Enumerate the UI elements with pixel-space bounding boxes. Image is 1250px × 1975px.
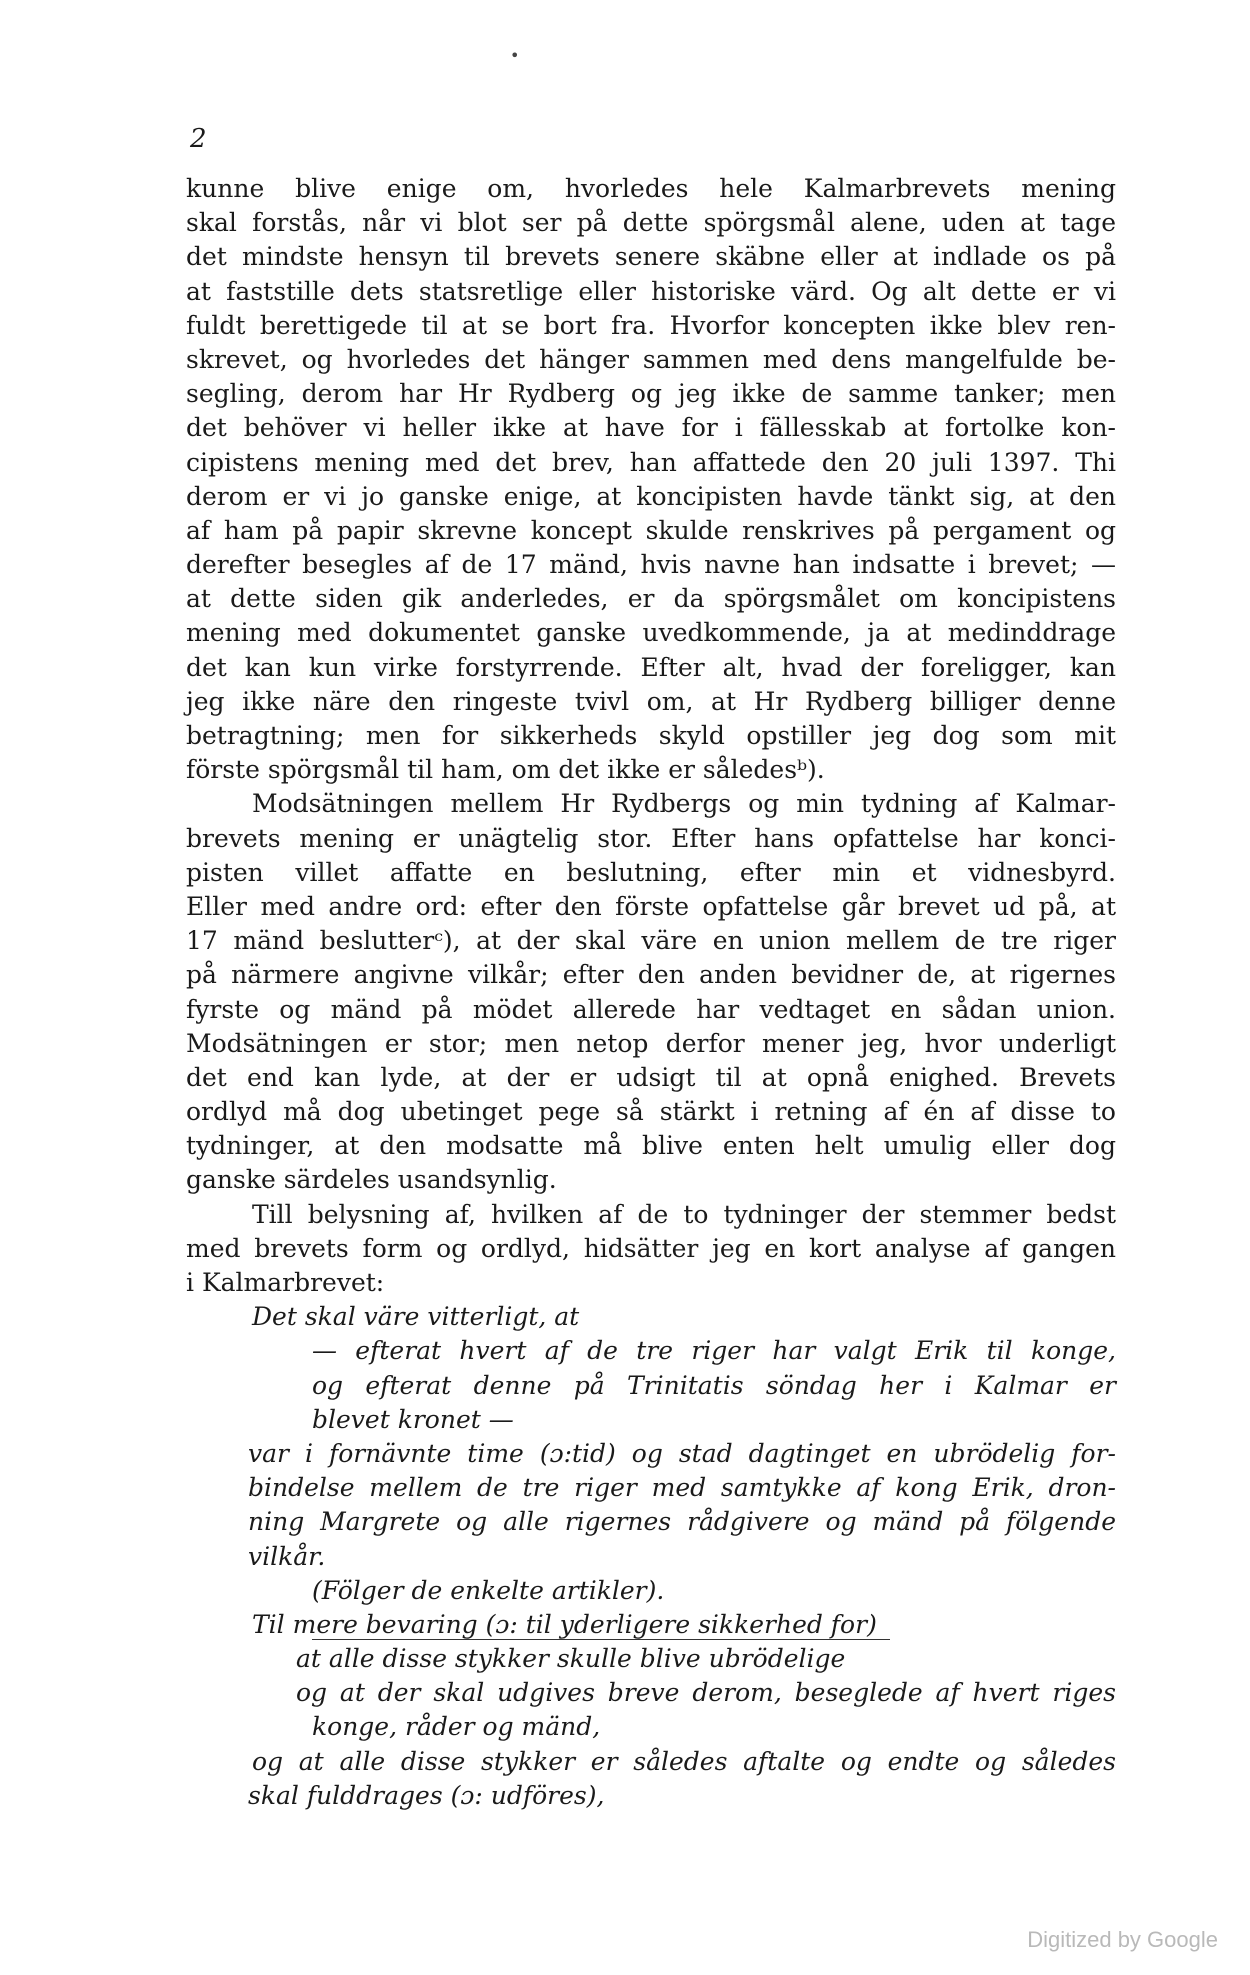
text-line: brevets mening er unägtelig stor. Efter hans opfattelse har konci- bbox=[186, 823, 1116, 853]
text-line: det mindste hensyn til brevets senere skäbne eller at indlade os på bbox=[186, 242, 1116, 272]
text-line: segling, derom har Hr Rydberg og jeg ikke de samme tanker; men bbox=[186, 379, 1116, 409]
text-line: det kan kun virke forstyrrende. Efter alt, hvad der foreligger, kan bbox=[186, 652, 1116, 682]
underline-rule bbox=[312, 1639, 890, 1640]
text-line: jeg ikke näre den ringeste tvivl om, at Hr Rydberg billiger denne bbox=[186, 686, 1116, 716]
text-line: og at der skal udgives breve derom, beseglede af hvert riges bbox=[296, 1678, 1116, 1708]
text-line: 17 mänd beslutterᶜ), at der skal väre en union mellem de tre riger bbox=[186, 926, 1116, 956]
text-line: Till belysning af, hvilken af de to tydninger der stemmer bedst bbox=[252, 1199, 1116, 1229]
text-line: tydninger, at den modsatte må blive enten helt umulig eller dog bbox=[186, 1131, 1116, 1161]
text-line: vilkår. bbox=[248, 1541, 326, 1571]
text-line: i Kalmarbrevet: bbox=[186, 1268, 385, 1297]
text-line: ning Margrete og alle rigernes rådgivere og mänd på fölgende bbox=[248, 1507, 1116, 1537]
digitization-watermark: Digitized by Google bbox=[1027, 1927, 1218, 1952]
text-line: at dette siden gik anderledes, er da spörgsmålet om koncipistens bbox=[186, 584, 1116, 614]
text-line: på närmere angivne vilkår; efter den anden bevidner de, at rigernes bbox=[186, 960, 1116, 990]
text-line: af ham på papir skrevne koncept skulde renskrives på pergament og bbox=[186, 515, 1116, 545]
text-line: kunne blive enige om, hvorledes hele Kalmarbrevets mening bbox=[186, 174, 1116, 203]
text-line: förste spörgsmål til ham, om det ikke er såledesᵇ). bbox=[186, 755, 825, 785]
text-line: at faststille dets statsretlige eller historiske värd. Og alt dette er vi bbox=[186, 276, 1116, 306]
text-line: skal fulddrages (ɔ: udföres), bbox=[248, 1780, 605, 1810]
text-line: ordlyd må dog ubetinget pege så stärkt i retning af én af disse to bbox=[186, 1097, 1116, 1127]
text-line: derefter besegles af de 17 mänd, hvis navne han indsatte i brevet; — bbox=[186, 550, 1116, 580]
body-text bbox=[186, 172, 1116, 1813]
text-line: fyrste og mänd på mödet allerede har vedtaget en sådan union. bbox=[186, 994, 1116, 1024]
text-line: blevet kronet — bbox=[312, 1404, 514, 1434]
text-line: det behöver vi heller ikke at have for i fällesskab at fortolke kon- bbox=[186, 413, 1116, 443]
text-line: pisten villet affatte en beslutning, efter min et vidnesbyrd. bbox=[186, 857, 1116, 887]
text-line: var i fornävnte time (ɔ:tid) og stad dagtinget en ubrödelig for- bbox=[248, 1438, 1116, 1468]
ink-speck: • bbox=[510, 46, 520, 65]
text-line: Modsätningen er stor; men netop derfor mener jeg, hvor underligt bbox=[186, 1028, 1116, 1058]
text-line: mening med dokumentet ganske uvedkommende, ja at medinddrage bbox=[186, 618, 1116, 648]
page-number: 2 bbox=[190, 124, 207, 154]
text-line: cipistens mening med det brev, han affattede den 20 juli 1397. Thi bbox=[186, 447, 1116, 477]
text-line: med brevets form og ordlyd, hidsätter jeg en kort analyse af gangen bbox=[186, 1233, 1116, 1263]
text-line: skal forstås, når vi blot ser på dette spörgsmål alene, uden at tage bbox=[186, 208, 1116, 238]
text-line: — efterat hvert af de tre riger har valgt Erik til konge, bbox=[312, 1336, 1116, 1366]
text-line: at alle disse stykker skulle blive ubrödelige bbox=[296, 1644, 846, 1674]
text-line: derom er vi jo ganske enige, at koncipisten havde tänkt sig, at den bbox=[186, 481, 1116, 511]
text-line: Til mere bevaring (ɔ: til yderligere sikkerhed for) bbox=[252, 1609, 877, 1639]
text-line: Modsätningen mellem Hr Rydbergs og min tydning af Kalmar- bbox=[252, 789, 1116, 819]
text-line: ganske särdeles usandsynlig. bbox=[186, 1165, 557, 1195]
text-line: konge, råder og mänd, bbox=[312, 1712, 601, 1742]
text-line: betragtning; men for sikkerheds skyld opstiller jeg dog som mit bbox=[186, 721, 1116, 750]
text-line: det end kan lyde, at der er udsigt til at opnå enighed. Brevets bbox=[186, 1062, 1116, 1092]
text-line: bindelse mellem de tre riger med samtykke af kong Erik, dron- bbox=[248, 1473, 1116, 1503]
text-line: Det skal väre vitterligt, at bbox=[252, 1302, 580, 1332]
text-line: og at alle disse stykker er således aftalte og endte og således bbox=[252, 1746, 1116, 1776]
text-line: (Fölger de enkelte artikler). bbox=[312, 1575, 665, 1605]
text-line: Eller med andre ord: efter den förste opfattelse går brevet ud på, at bbox=[186, 891, 1116, 921]
text-line: fuldt berettigede til at se bort fra. Hvorfor koncepten ikke blev ren- bbox=[186, 310, 1116, 340]
text-line: og efterat denne på Trinitatis söndag her i Kalmar er bbox=[312, 1370, 1116, 1400]
text-line: skrevet, og hvorledes det hänger sammen med dens mangelfulde be- bbox=[186, 344, 1116, 374]
